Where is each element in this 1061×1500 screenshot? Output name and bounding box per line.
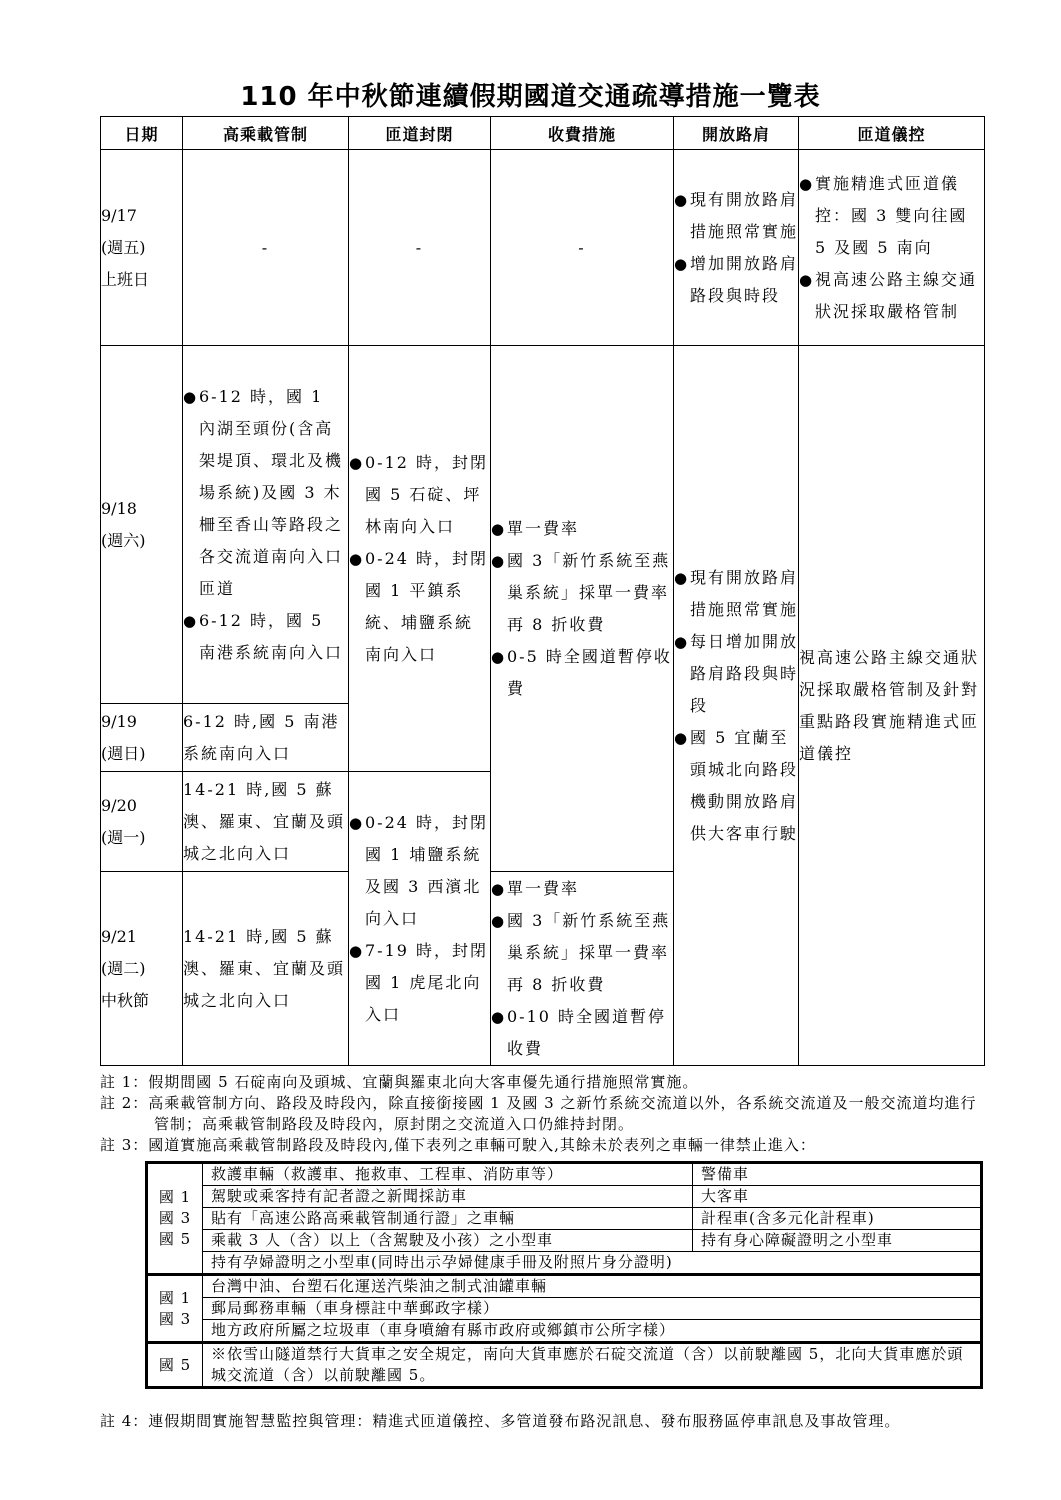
list-item: ● 0-10 時全國道暫停收費	[491, 1001, 673, 1065]
date-cell: 9/19 (週日)	[101, 704, 183, 772]
metering-cell: 視高速公路主線交通狀況採取嚴格管制及針對重點路段實施精進式匝道儀控	[799, 346, 985, 1066]
header-date: 日期	[101, 117, 183, 150]
metering-cell	[799, 150, 985, 346]
list-item: ● 每日增加開放路肩路段與時段	[674, 626, 798, 722]
table-cell: 救護車輛（救護車、拖救車、工程車、消防車等）	[203, 1163, 693, 1186]
table-cell: 計程車(含多元化計程車)	[693, 1208, 982, 1230]
list-item: ● 國 3「新竹系統至燕巢系統」採單一費率再 8 折收費	[491, 545, 673, 641]
ramp-cell: -	[349, 150, 491, 346]
page-title: 110 年中秋節連續假期國道交通疏導措施一覽表	[240, 82, 821, 112]
list-item: ● 0-12 時，封閉國 5 石碇、坪林南向入口	[349, 447, 490, 543]
table-cell: 持有身心障礙證明之小型車	[693, 1230, 982, 1252]
notes	[100, 1072, 980, 1156]
table-row	[147, 1186, 982, 1208]
ramp-cell	[349, 772, 491, 1066]
list-item: ● 增加開放路肩路段與時段	[674, 248, 798, 312]
header-shoulder: 開放路肩	[674, 117, 799, 150]
group-label: 國 1 國 3 國 5	[147, 1163, 203, 1275]
table-cell: 貼有「高速公路高乘載管制通行證」之車輛	[203, 1208, 693, 1230]
list-item: ● 國 5 宜蘭至頭城北向路段機動開放路肩供大客車行駛	[674, 722, 798, 850]
hov-cell: 14-21 時,國 5 蘇澳、羅東、宜蘭及頭城之北向入口	[183, 772, 349, 872]
table-row	[147, 1163, 982, 1186]
shoulder-cell	[674, 346, 799, 1066]
toll-cell	[491, 872, 674, 1066]
measures-table	[100, 116, 985, 1066]
vehicle-table	[145, 1161, 983, 1389]
table-row	[147, 1208, 982, 1230]
note-2: 註 2：高乘載管制方向、路段及時段內，除直接銜接國 1 及國 3 之新竹系統交流道以外，各系統交流道及一般交流道均進行管制；高乘載管制路段及時段內，原封閉之交流道入口仍維持封閉。	[100, 1094, 977, 1133]
table-row	[101, 346, 985, 704]
date-cell: 9/18 (週六)	[101, 346, 183, 704]
table-cell: 駕駛或乘客持有記者證之新聞採訪車	[203, 1186, 693, 1208]
list-item: ● 單一費率	[491, 513, 673, 545]
table-row	[101, 150, 985, 346]
table-cell: 地方政府所屬之垃圾車（車身噴繪有縣市政府或鄉鎮市公所字樣）	[203, 1320, 982, 1343]
notes-bottom	[100, 1406, 980, 1436]
list-item: ● 實施精進式匝道儀控：國 3 雙向往國 5 及國 5 南向	[799, 168, 984, 264]
shoulder-cell	[674, 150, 799, 346]
header-toll: 收費措施	[491, 117, 674, 150]
table-row	[147, 1252, 982, 1275]
table-cell: 台灣中油、台塑石化運送汽柴油之制式油罐車輛	[203, 1275, 982, 1298]
note-4: 註 4：連假期間實施智慧監控與管理：精進式匝道儀控、多管道發布路況訊息、發布服務區停車訊息及事故管理。	[100, 1412, 901, 1430]
table-cell: 郵局郵務車輛（車身標註中華郵政字樣）	[203, 1298, 982, 1320]
list-item: ● 6-12 時，國 5 南港系統南向入口	[183, 605, 348, 669]
toll-cell: -	[491, 150, 674, 346]
list-item: ● 現有開放路肩措施照常實施	[674, 184, 798, 248]
table-cell: ※依雪山隧道禁行大貨車之安全規定，南向大貨車應於石碇交流道（含）以前駛離國 5，北向大貨車應於頭城交流道（含）以前駛離國 5。	[203, 1343, 982, 1388]
note-3: 註 3：國道實施高乘載管制路段及時段內,僅下表列之車輛可駛入,其餘未於表列之車輛一律禁止進入：	[100, 1136, 816, 1154]
list-item: ● 單一費率	[491, 873, 673, 905]
group-label: 國 5	[147, 1343, 203, 1388]
table-cell: 大客車	[693, 1186, 982, 1208]
header-hov: 高乘載管制	[183, 117, 349, 150]
group-label: 國 1 國 3	[147, 1275, 203, 1343]
list-item: ● 0-5 時全國道暫停收費	[491, 641, 673, 705]
hov-cell: 14-21 時,國 5 蘇澳、羅東、宜蘭及頭城之北向入口	[183, 872, 349, 1066]
list-item: ● 0-24 時，封閉國 1 埔鹽系統及國 3 西濱北向入口	[349, 807, 490, 935]
header-ramp-closure: 匝道封閉	[349, 117, 491, 150]
hov-cell: -	[183, 150, 349, 346]
table-row	[147, 1343, 982, 1388]
header-row	[101, 117, 985, 150]
note-1: 註 1：假期間國 5 石碇南向及頭城、宜蘭與羅東北向大客車優先通行措施照常實施。	[100, 1073, 699, 1091]
table-cell: 持有孕婦證明之小型車(同時出示孕婦健康手冊及附照片身分證明)	[203, 1252, 982, 1275]
table-row	[147, 1298, 982, 1320]
hov-cell	[183, 346, 349, 704]
list-item: ● 視高速公路主線交通狀況採取嚴格管制	[799, 264, 984, 328]
header-ramp-metering: 匝道儀控	[799, 117, 985, 150]
table-row	[147, 1320, 982, 1343]
list-item: ● 6-12 時，國 1 內湖至頭份(含高架堤頂、環北及機場系統)及國 3 木柵至香山等路段之各交流道南向入口匝道	[183, 381, 348, 605]
date-cell: 9/17 (週五) 上班日	[101, 150, 183, 346]
list-item: ● 現有開放路肩措施照常實施	[674, 562, 798, 626]
list-item: ● 7-19 時，封閉國 1 虎尾北向入口	[349, 935, 490, 1031]
list-item: ● 0-24 時，封閉國 1 平鎮系統、埔鹽系統南向入口	[349, 543, 490, 671]
table-row	[147, 1275, 982, 1298]
ramp-cell	[349, 346, 491, 772]
hov-cell: 6-12 時,國 5 南港系統南向入口	[183, 704, 349, 772]
table-cell: 乘載 3 人（含）以上（含駕駛及小孩）之小型車	[203, 1230, 693, 1252]
table-row	[147, 1230, 982, 1252]
table-cell: 警備車	[693, 1163, 982, 1186]
list-item: ● 國 3「新竹系統至燕巢系統」採單一費率再 8 折收費	[491, 905, 673, 1001]
date-cell: 9/21 (週二) 中秋節	[101, 872, 183, 1066]
toll-cell	[491, 346, 674, 872]
date-cell: 9/20 (週一)	[101, 772, 183, 872]
